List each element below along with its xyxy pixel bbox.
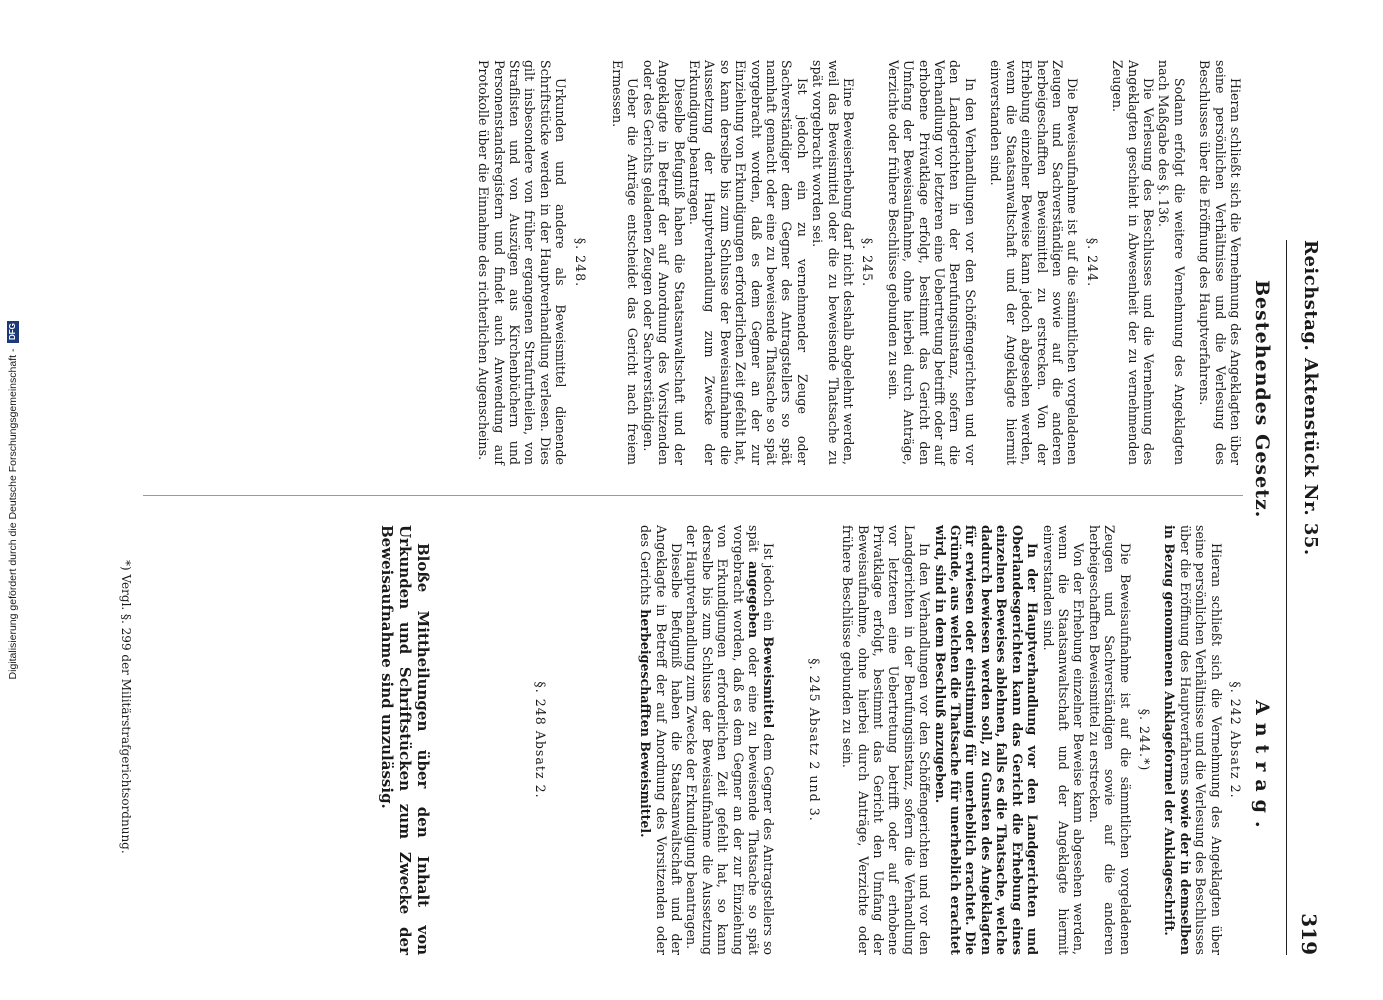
section-heading: §. 245. bbox=[860, 237, 876, 288]
paragraph: Urkunden und andere als Beweismittel dienende Schriftstücke werden in der Hauptverhandlung verlesen. Dies gilt insbesondere von früher ergangenen Strafurtheilen, von Straflisten und von Auszügen aus Kirchenbüchern und Personenstandsregistern und findet auch Anwendung auf Protokolle über die Einnahme des richterlichen Augenscheins. bbox=[476, 60, 569, 465]
footnote: *) Vergl. §. 299 der Militärstrafgerichtsordnung. bbox=[119, 560, 133, 854]
paragraph-bold: In der Hauptverhandlung vor den Landgerichten und Oberlandesgerichten kann das Gericht die Erhebung eines einzelnen Beweises ablehnen, falls es die Thatsache, welche dadurch bewiesen werden soll, zu Gunsten des Angeklagten für erwiesen oder einstimmig für unerheblich erachtet. Die Gründe, aus welchen die Thatsache für unerheblich erachtet wird, sind in dem Beschluß anzugeben. bbox=[932, 525, 1041, 955]
section-heading: §. 244.*) bbox=[1136, 708, 1152, 772]
paragraph: Ueber die Anträge entscheidet das Gericht nach freiem Ermessen. bbox=[609, 60, 641, 465]
right-column-heading: Antrag. bbox=[1251, 700, 1273, 836]
section-heading: §. 242 Absatz 2. bbox=[1228, 681, 1243, 799]
paragraph: Sodann erfolgt die weitere Vernehmung des Angeklagten nach Maßgabe des §. 136. bbox=[1156, 60, 1187, 465]
paragraph: Die Beweisaufnahme ist auf die sämmtlichen vorgeladenen Zeugen und Sachverständigen sowie auf die anderen herbeigeschafften Beweismittel zu erstrecken. bbox=[1086, 525, 1133, 955]
paragraph: Ist jedoch ein zu vernehmender Zeuge oder Sachverständiger dem Gegner des Antragstellers so spät namhaft gemacht oder eine zu beweisende Thatsache so spät vorgebracht worden, daß es dem Gegner an der zur Einziehung von Erkundigungen erforderlichen Zeit gefehlt hat, so kann derselbe bis zum Schlusse der Beweisaufnahme die Aussetzung der Hauptverhandlung zum Zwecke der Erkundigung beantragen. bbox=[687, 60, 810, 465]
paragraph: In den Verhandlungen vor den Schöffengerichten und vor den Landgerichten in der Berufungsinstanz, sofern die Verhandlung vor letzteren eine Uebertretung betrifft oder auf erhobene Privatklage erfolgt, bestimmt das Gericht den Umfang der Beweisaufnahme, ohne hierbei durch Anträge, Verzichte oder frühere Beschlüsse gebunden zu sein. bbox=[840, 525, 933, 955]
paragraph: Die Verlesung des Beschlusses und die Vernehmung des Angeklagten geschieht in Abwesenheit der zu vernehmenden Zeugen. bbox=[1110, 60, 1156, 465]
paragraph: Ist jedoch ein Beweismittel dem Gegner des Antragstellers so spät angegeben oder eine zu beweisende Thatsache so spät vorgebracht worden, daß es dem Gegner an der zur Einziehung von Erkundigungen erforderlichen Zeit gefehlt hat, so kann derselbe bis zum Schlusse der Beweisaufnahme die Aussetzung der Hauptverhandlung zum Zwecke der Erkundigung beantragen. bbox=[684, 525, 777, 955]
page-header bbox=[1291, 240, 1321, 955]
digitization-text: Digitalisierung gefördert durch die Deutsche Forschungsgemeinschaft - bbox=[7, 348, 19, 680]
header-rule bbox=[1286, 240, 1287, 955]
left-column bbox=[476, 60, 1243, 465]
section-heading: §. 244. bbox=[1084, 237, 1100, 288]
paragraph: Dieselbe Befugniß haben die Staatsanwaltschaft und der Angeklagte in Betreff der auf Anordnung des Vorsitzenden oder des Gerichts herbeigeschafften Beweismittel. bbox=[638, 525, 684, 955]
right-column bbox=[378, 525, 1243, 955]
paragraph: Die Beweisaufnahme ist auf die sämmtlichen vorgeladenen Zeugen und Sachverständigen sowie auf die anderen herbeigeschafften Beweismittel zu erstrecken. Von der Erhebung einzelner Beweise kann jedoch abgesehen werden, wenn die Staatsanwaltschaft und der Angeklagte hiermit einverstanden sind. bbox=[988, 60, 1081, 465]
paragraph: Eine Beweiserhebung darf nicht deshalb abgelehnt werden, weil das Beweismittel oder die zu beweisende Thatsache zu spät vorgebracht worden sei. bbox=[810, 60, 857, 465]
page-number: 319 bbox=[1297, 913, 1321, 955]
paragraph: Von der Erhebung einzelner Beweise kann abgesehen werden, wenn die Staatsanwaltschaft und der Angeklagte hiermit einverstanden sind. bbox=[1040, 525, 1087, 955]
column-divider bbox=[143, 495, 1243, 496]
digitization-notice bbox=[2, 0, 24, 1000]
paragraph: In den Verhandlungen vor den Schöffengerichten und vor den Landgerichten in der Berufungsinstanz, sofern die Verhandlung vor letzteren eine Uebertretung betrifft oder auf erhobene Privatklage erfolgt, bestimmt das Gericht den Umfang der Beweisaufnahme, ohne hierbei durch Anträge, Verzichte oder frühere Beschlüsse gebunden zu sein. bbox=[885, 60, 978, 465]
section-heading: §. 245 Absatz 2 und 3. bbox=[806, 658, 822, 822]
section-heading: §. 248. bbox=[572, 237, 588, 288]
paragraph: Dieselbe Befugniß haben die Staatsanwaltschaft und der Angeklagte in Betreff der auf Anordnung des Vorsitzenden oder des Gerichts geladenen Zeugen oder Sachverständigen. bbox=[640, 60, 687, 465]
header-title: Reichstag. Aktenstück Nr. 35. bbox=[1300, 240, 1321, 556]
left-column-heading: Bestehendes Gesetz. bbox=[1251, 280, 1273, 519]
paragraph: Hieran schließt sich die Vernehmung des Angeklagten über seine persönlichen Verhältnisse und die Verlesung des Beschlusses über die Eröffnung des Hauptverfahrens. bbox=[1197, 60, 1243, 465]
paragraph: Hieran schließt sich die Vernehmung des Angeklagten über seine persönlichen Verhältnisse und die Verlesung des Beschlusses über die Eröffnung des Hauptverfahrens sowie der in demselben in Bezug genommenen Anklageformel der Anklageschrift. bbox=[1162, 525, 1224, 955]
dfg-logo-icon: DFG bbox=[7, 321, 19, 343]
paragraph-bold: Bloße Mittheilungen über den Inhalt von Urkunden und Schriftstücken zum Zwecke der Beweisaufnahme sind unzulässig. bbox=[378, 525, 433, 955]
section-heading: §. 248 Absatz 2. bbox=[532, 681, 548, 799]
